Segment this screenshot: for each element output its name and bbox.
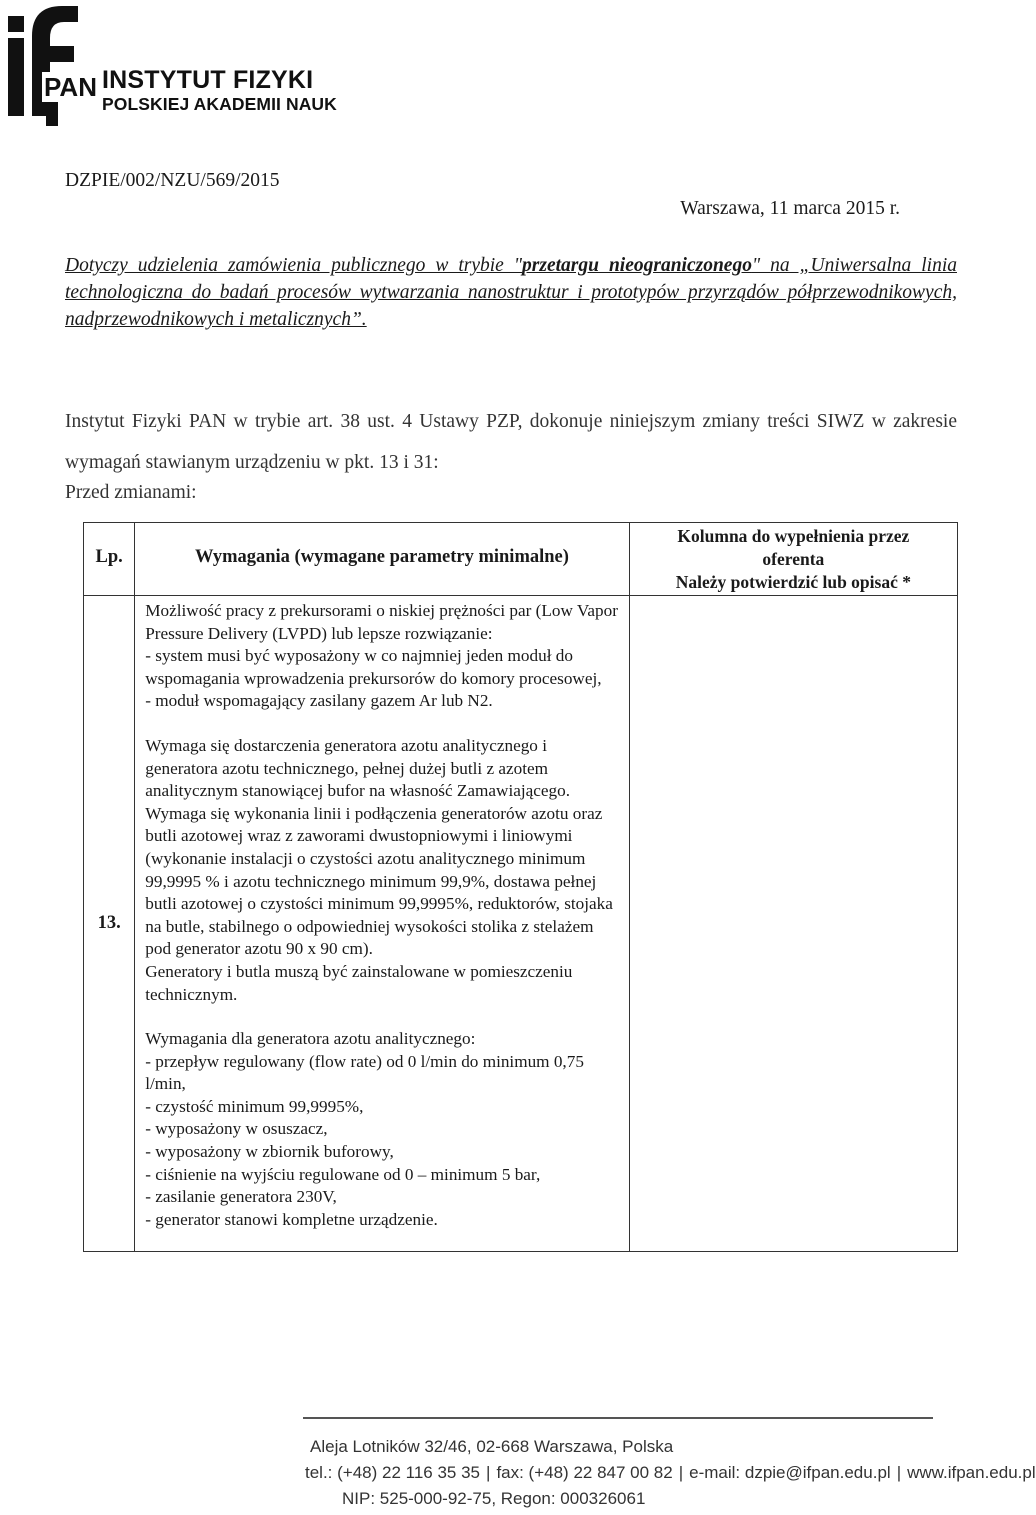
- subject-paragraph: [65, 252, 957, 333]
- footer-address: Aleja Lotników 32/46, 02-668 Warszawa, Polska: [310, 1437, 674, 1456]
- subject-suffix: " na „Uniwersalna linia technologiczna do badań procesów wytwarzania nanostruktur i prototypów przyrządów półprzewodnikowych, nadprzewodnikowych i metalicznych”.: [65, 255, 957, 330]
- footer-fax: fax: (+48) 22 847 00 82: [496, 1463, 673, 1482]
- row-number: 13.: [84, 596, 135, 1252]
- before-changes-label: Przed zmianami:: [65, 482, 197, 503]
- requirements-cell: [135, 596, 629, 1252]
- bidder-response-cell: [629, 596, 957, 1252]
- requirement-paragraph-2: Wymaga się dostarczenia generatora azotu analitycznego i generatora azotu technicznego, pełnej dużej butli z azotem analitycznym stanowiącej bufor na własność Zamawiającego. Wymaga się wykonania linii i podłączenia generatorów azotu oraz butli azotowej wraz z zaworami dwustopniowymi i liniowymi (wykonanie instalacji o czystości azotu analitycznego minimum 99,9995 % i azotu technicznego minimum 99,9%, dostawa pełnej butli azotowej o czystości minimum 99,9995%, reduktorów, stojaka na butle, stabilnego o odpowiedniej wysokości stolika z stelażem pod generator azotu 90 x 90 cm). Generatory i butla muszą być zainstalowane w pomieszczeniu technicznym.: [145, 735, 613, 1004]
- header-requirements: Wymagania (wymagane parametry minimalne): [135, 523, 629, 596]
- header-bidder-line3: Należy potwierdzić lub opisać *: [675, 572, 911, 592]
- logo-title: INSTYTUT FIZYKI: [102, 66, 314, 94]
- footer-separator: |: [678, 1463, 684, 1482]
- header-bidder-line1: Kolumna do wypełnienia przez: [677, 526, 910, 546]
- intro-paragraph: Instytut Fizyki PAN w trybie art. 38 ust. 4 Ustawy PZP, dokonuje niniejszym zmiany treści SIWZ w zakresie wymagań stawianym urządzeniu w pkt. 13 i 31:: [65, 411, 957, 473]
- footer-separator: |: [896, 1463, 902, 1482]
- table-header-row: [84, 523, 958, 596]
- footer-contacts: [305, 1463, 1036, 1483]
- requirements-table: [83, 522, 958, 1252]
- header-bidder-line2: oferenta: [762, 549, 825, 569]
- table-row: [84, 596, 958, 1252]
- footer-tel: tel.: (+48) 22 116 35 35: [305, 1463, 481, 1482]
- ifpan-logo-icon: [2, 2, 102, 127]
- institute-logo: [2, 2, 337, 127]
- document-date: Warszawa, 11 marca 2015 r.: [680, 198, 900, 219]
- footer-ids: NIP: 525-000-92-75, Regon: 000326061: [342, 1489, 646, 1508]
- header-lp: Lp.: [84, 523, 135, 596]
- requirement-paragraph-3: Wymagania dla generatora azotu analitycznego: - przepływ regulowany (flow rate) od 0 l/min do minimum 0,75 l/min, - czystość minimum 99,9995%, - wyposażony w osuszacz, - wyposażony w zbiornik buforowy, - ciśnienie na wyjściu regulowane od 0 – minimum 5 bar, - zasilanie generatora 230V, - generator stanowi kompletne urządzenie.: [145, 1029, 584, 1229]
- subject-prefix: Dotyczy udzielenia zamówienia publicznego w trybie ": [65, 255, 523, 276]
- footer-divider: [303, 1417, 933, 1419]
- footer-separator: |: [486, 1463, 491, 1482]
- footer-website[interactable]: www.ifpan.edu.pl: [907, 1463, 1036, 1482]
- footer-email[interactable]: e-mail: dzpie@ifpan.edu.pl: [689, 1463, 891, 1482]
- subject-bold: przetargu nieograniczonego: [522, 255, 752, 276]
- requirement-paragraph-1: Możliwość pracy z prekursorami o niskiej prężności par (Low Vapor Pressure Delivery (LVPD) lub lepsze rozwiązanie: - system musi być wyposażony w co najmniej jeden moduł do wspomagania wprowadzenia prekursorów do komory procesowej, - moduł wspomagający zasilany gazem Ar lub N2.: [145, 601, 618, 711]
- document-reference: DZPIE/002/NZU/569/2015: [65, 170, 280, 191]
- logo-subtitle: POLSKIEJ AKADEMII NAUK: [102, 94, 337, 114]
- header-bidder-column: [629, 523, 957, 596]
- svg-text:PAN: PAN: [44, 72, 97, 102]
